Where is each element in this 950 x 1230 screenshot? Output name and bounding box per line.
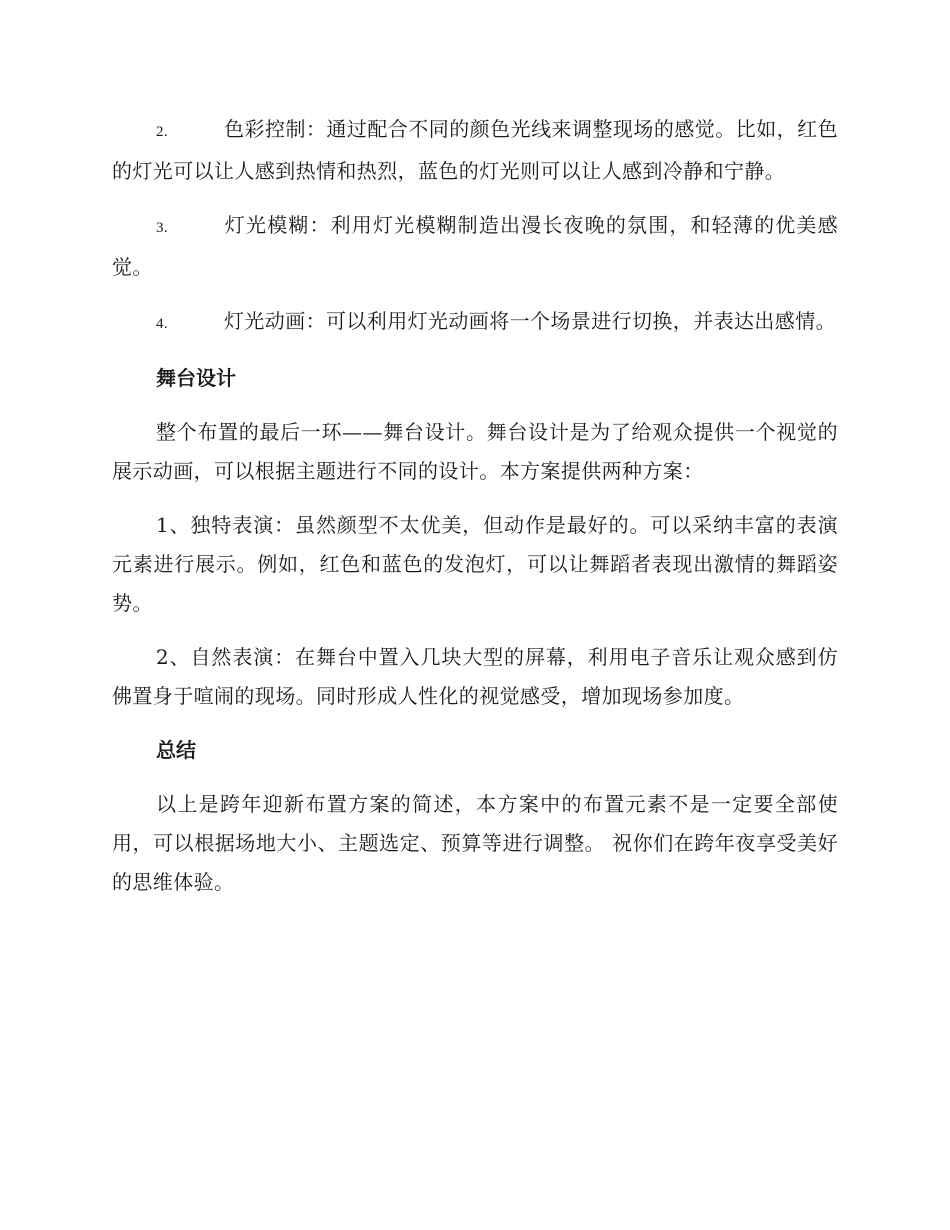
list-item-light-blur (112, 206, 838, 287)
section-heading-summary: 总结 (156, 738, 196, 762)
list-number: 3. (156, 220, 169, 236)
list-number: 4. (156, 316, 169, 332)
list-item-light-animation (112, 302, 838, 344)
list-item-text: 灯光动画：可以利用灯光动画将一个场景进行切换，并表达出感情。 (224, 309, 836, 333)
stage-option-1-paragraph: 1、独特表演：虽然颜型不太优美，但动作是最好的。可以采纳丰富的表演元素进行展示。例如，红色和蓝色的发泡灯，可以让舞蹈者表现出激情的舞蹈姿势。 (112, 513, 838, 615)
list-item-text: 色彩控制：通过配合不同的颜色光线来调整现场的感觉。比如，红色的灯光可以让人感到热情和热烈，蓝色的灯光则可以让人感到冷静和宁静。 (112, 117, 838, 183)
stage-intro-paragraph: 整个布置的最后一环——舞台设计。舞台设计是为了给观众提供一个视觉的展示动画，可以根据主题进行不同的设计。本方案提供两种方案： (112, 420, 838, 483)
stage-option-2-paragraph: 2、自然表演：在舞台中置入几块大型的屏幕，利用电子音乐让观众感到仿佛置身于喧闹的现场。同时形成人性化的视觉感受，增加现场参加度。 (112, 645, 838, 708)
summary-paragraph: 以上是跨年迎新布置方案的简述，本方案中的布置元素不是一定要全部使用，可以根据场地大小、主题选定、预算等进行调整。 祝你们在跨年夜享受美好的思维体验。 (112, 792, 838, 894)
list-item-color-control (112, 110, 838, 191)
section-heading-stage-design: 舞台设计 (156, 366, 236, 390)
list-number: 2. (156, 124, 169, 140)
list-item-text: 灯光模糊：利用灯光模糊制造出漫长夜晚的氛围，和轻薄的优美感觉。 (112, 213, 838, 279)
document-page (112, 110, 838, 917)
